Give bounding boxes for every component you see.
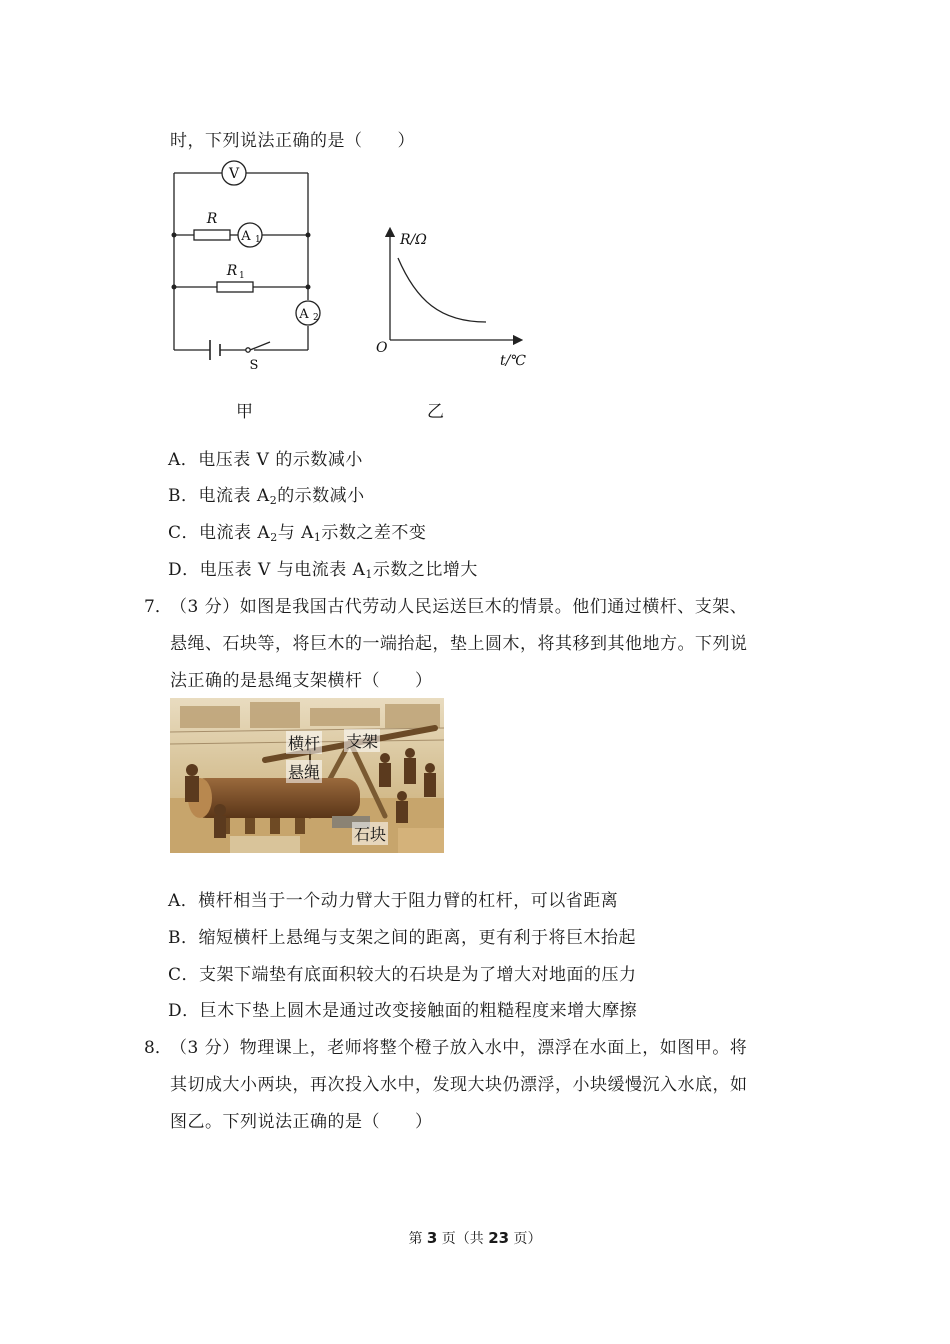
voltmeter-label: V xyxy=(228,166,240,182)
q7-stem-line1: （3 分）如图是我国古代劳动人民运送巨木的情景。他们通过横杆、支架、 xyxy=(170,597,748,617)
q7-stem-line2: 悬绳、石块等，将巨木的一端抬起，垫上圆木，将其移到其他地方。下列说 xyxy=(170,634,748,654)
q8-number: 8． xyxy=(144,1038,172,1058)
q6-option-a[interactable]: A．电压表 V 的示数减小 xyxy=(168,450,363,470)
photo-label-stand: 支架 xyxy=(344,729,380,752)
ammeter-a2-subscript: 2 xyxy=(313,313,319,323)
resistor-r xyxy=(194,230,230,240)
photo-label-rope: 悬绳 xyxy=(286,760,322,783)
resistor-r1-label: R xyxy=(226,263,238,279)
q8-stem-line3: 图乙。下列说法正确的是（ ） xyxy=(170,1112,433,1132)
q7-number: 7． xyxy=(144,597,172,617)
log-transport-illustration xyxy=(170,698,444,853)
figure-caption-jia: 甲 xyxy=(236,402,254,422)
q7-option-c[interactable]: C．支架下端垫有底面积较大的石块是为了增大对地面的压力 xyxy=(168,965,637,985)
figure-caption-yi: 乙 xyxy=(427,402,445,422)
total-pages: 23 xyxy=(488,1229,510,1247)
q7-option-a[interactable]: A．横杆相当于一个动力臂大于阻力臂的杠杆，可以省距离 xyxy=(168,891,619,911)
resistance-curve xyxy=(398,258,486,322)
resistance-temperature-graph xyxy=(368,222,538,372)
page-footer: 第 3 页（共 23 页） xyxy=(408,1229,542,1247)
graph-y-axis-label: R/Ω xyxy=(400,232,427,248)
q7-option-b[interactable]: B．缩短横杆上悬绳与支架之间的距离，更有利于将巨木抬起 xyxy=(168,928,636,948)
circuit-diagram xyxy=(160,155,330,375)
q6-stem-tail: 时，下列说法正确的是（ ） xyxy=(170,131,415,151)
switch-label: S xyxy=(249,358,259,373)
page-number: 3 xyxy=(426,1229,438,1247)
q7-option-d[interactable]: D．巨木下垫上圆木是通过改变接触面的粗糙程度来增大摩擦 xyxy=(168,1001,638,1021)
ammeter-a1-label: A xyxy=(241,229,251,244)
q8-stem-line2: 其切成大小两块，再次投入水中，发现大块仍漂浮，小块缓慢沉入水底，如 xyxy=(170,1075,748,1095)
q6-option-d[interactable]: D．电压表 V 与电流表 $A_1$示数之比增大 xyxy=(168,560,478,581)
graph-x-axis-label: t/℃ xyxy=(500,353,527,369)
photo-label-lever: 横杆 xyxy=(286,731,322,754)
resistor-r-label: R xyxy=(206,211,218,227)
q7-stem-line3: 法正确的是悬绳支架横杆（ ） xyxy=(170,671,433,691)
ammeter-a2-label: A xyxy=(299,307,309,322)
resistor-r1 xyxy=(217,282,253,292)
graph-origin-label: O xyxy=(376,340,388,356)
ammeter-a1-subscript: 1 xyxy=(255,235,261,245)
q6-option-b[interactable]: B．电流表 $A_2$的示数减小 xyxy=(168,486,365,507)
resistor-r1-subscript: 1 xyxy=(239,271,245,281)
q6-option-c[interactable]: C．电流表 $A_2$与 $A_1$示数之差不变 xyxy=(168,523,427,544)
q8-stem-line1: （3 分）物理课上，老师将整个橙子放入水中，漂浮在水面上，如图甲。将 xyxy=(170,1038,748,1058)
photo-label-stone: 石块 xyxy=(352,822,388,845)
